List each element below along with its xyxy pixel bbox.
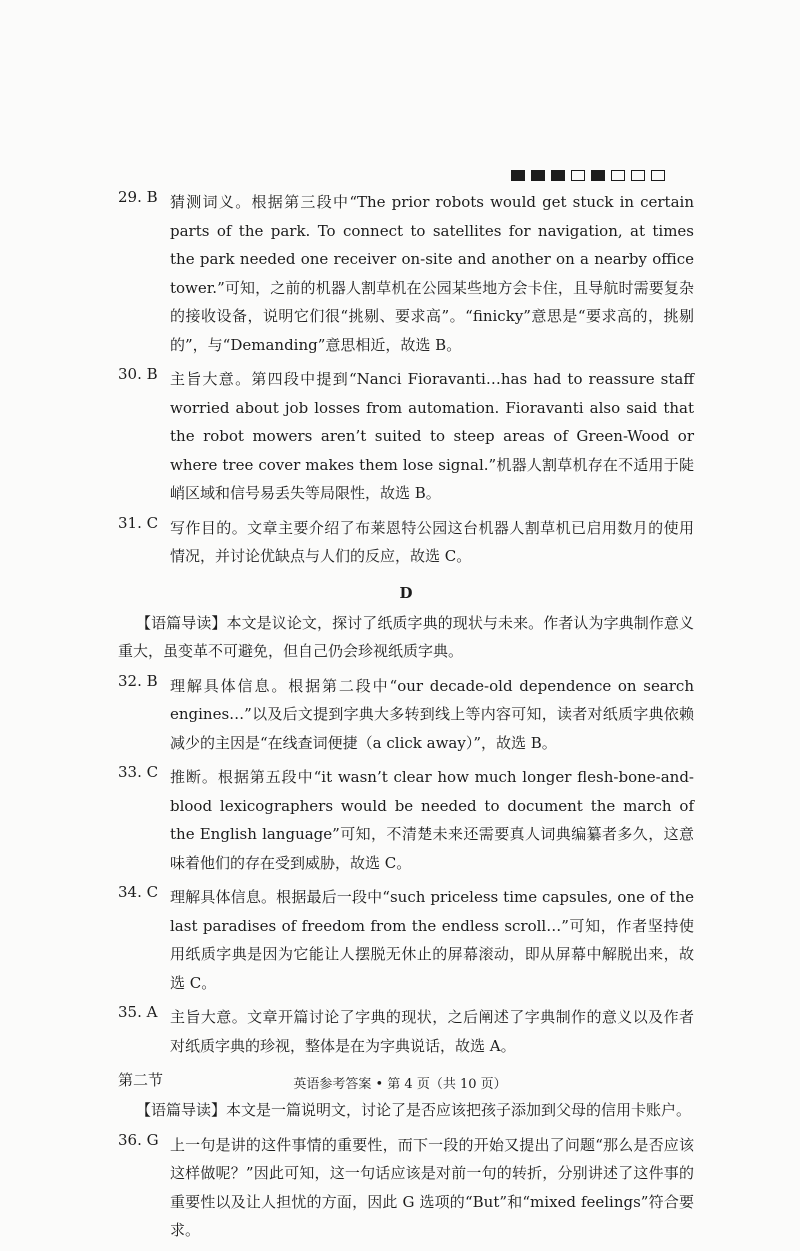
section-2-title: 第二节: [118, 1071, 164, 1089]
answer-explanation: 主旨大意。文章开篇讨论了字典的现状，之后阐述了字典制作的意义以及作者对纸质字典的珍视，整体是在为字典说话，故选 A。: [170, 1008, 694, 1055]
progress-square: [591, 170, 605, 181]
answer-number: 32. B: [118, 671, 158, 690]
answer-33: [118, 763, 694, 877]
answer-explanation: 上一句是讲的这件事情的重要性，而下一段的开始又提出了问题“那么是否应该这样做呢？”因此可知，这一句话应该是对前一句的转折，分别讲述了这件事的重要性以及让人担忧的方面，因此 G 选项的“But”和“mixed feelings”符合要求。: [170, 1135, 694, 1239]
progress-square: [531, 170, 545, 181]
section-d-title: D: [399, 583, 413, 602]
answer-35: [118, 1003, 694, 1060]
progress-square: [631, 170, 645, 181]
answer-number: 34. C: [118, 883, 159, 901]
answer-31: [118, 514, 694, 571]
progress-squares: [511, 170, 665, 181]
answer-number: 29. B: [118, 188, 158, 206]
passage-intro-d: 【语篇导读】本文是议论文，探讨了纸质字典的现状与未来。作者认为字典制作意义重大，虽变革不可避免，但自己仍会珍视纸质字典。: [118, 613, 694, 660]
progress-square: [611, 170, 625, 181]
progress-square: [571, 170, 585, 181]
answer-explanation: 猜测词义。根据第三段中“The prior robots would get stuck in certain parts of the park. To connect to satellites for navigation, at times the park needed one receiver on-site and another on a nearby office tower.”可知，之前的机器人割草机在公园某些地方会卡住，且导航时需要复杂的接收设备，说明它们很“挑剔、要求高”。“finicky”意思是“要求高的，挑剔的”，与“Demanding”意思相近，故选 B。: [170, 193, 694, 354]
progress-square: [551, 170, 565, 181]
answer-number: 30. B: [118, 365, 158, 383]
answer-36: [118, 1131, 694, 1245]
answer-explanation: 写作目的。文章主要介绍了布莱恩特公园这台机器人割草机已启用数月的使用情况，并讨论优缺点与人们的反应，故选 C。: [170, 518, 694, 565]
answer-number: 35. A: [118, 1003, 158, 1021]
progress-square: [651, 170, 665, 181]
answer-29: [118, 188, 694, 359]
answer-explanation: 理解具体信息。根据最后一段中“such priceless time capsules, one of the last paradises of freedom from the endless scroll…”可知，作者坚持使用纸质字典是因为它能让人摆脱无休止的屏幕滚动，即从屏幕中解脱出来，故选 C。: [170, 888, 694, 992]
answer-32: [118, 672, 694, 758]
progress-square: [511, 170, 525, 181]
answer-explanation: 理解具体信息。根据第二段中“our decade-old dependence on search engines…”以及后文提到字典大多转到线上等内容可知，读者对纸质字典依赖减少的主因是“在线查词便捷（a click away）”，故选 B。: [170, 676, 694, 752]
answer-number: 33. C: [118, 763, 159, 781]
answer-explanation: 推断。根据第五段中“it wasn’t clear how much longer flesh-bone-and-blood lexicographers would be needed to document the march of the English language”可知，不清楚未来还需要真人词典编纂者多久，这意味着他们的存在受到威胁，故选 C。: [170, 768, 694, 872]
page-footer: 英语参考答案 • 第 4 页（共 10 页）: [293, 1077, 507, 1092]
answer-34: [118, 883, 694, 997]
passage-intro-2: 【语篇导读】本文是一篇说明文，讨论了是否应该把孩子添加到父母的信用卡账户。: [136, 1101, 692, 1119]
answer-30: [118, 365, 694, 508]
answer-number: 31. C: [118, 513, 159, 532]
answer-explanation: 主旨大意。第四段中提到“Nanci Fioravanti…has had to reassure staff worried about job losses from automation. Fioravanti also said that the robot mowers aren’t suited to steep areas of Green-Wood or where tree cover makes them lose signal.”机器人割草机存在不适用于陡峭区域和信号易丢失等局限性，故选 B。: [170, 370, 694, 502]
answer-number: 36. G: [118, 1130, 159, 1149]
